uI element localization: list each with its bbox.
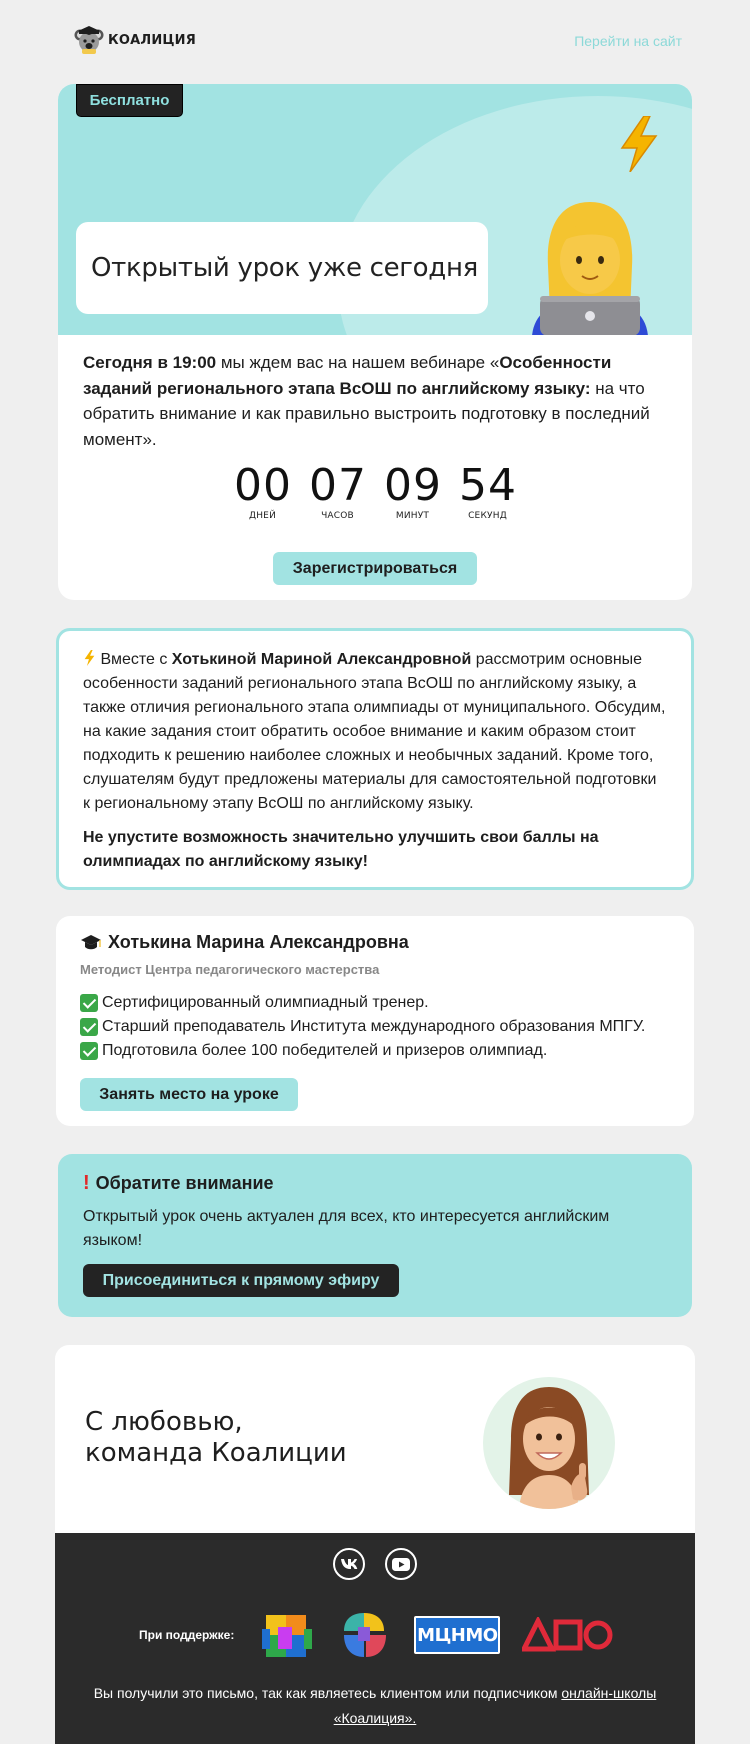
teacher-achievements: [80, 991, 670, 1063]
check-icon: [80, 1042, 98, 1060]
social-links: [55, 1548, 695, 1580]
hero-description: [83, 350, 673, 452]
webinar-info-card: [56, 628, 694, 890]
join-live-button[interactable]: Присоединиться к прямому эфиру: [83, 1264, 399, 1297]
free-badge: Бесплатно: [76, 84, 183, 117]
partners-row: [139, 1609, 614, 1661]
lightning-icon: [618, 116, 660, 172]
school-link[interactable]: онлайн-школы «Коалиция».: [333, 1685, 657, 1726]
attention-text: Открытый урок очень актуален для всех, кто интересуется английским языком!: [83, 1208, 610, 1249]
go-to-site-link[interactable]: Перейти на сайт: [574, 33, 682, 49]
koala-logo-icon: [74, 26, 104, 54]
countdown-label: ЧАСОВ: [321, 511, 354, 521]
partner-cube-logo-icon[interactable]: [260, 1609, 314, 1661]
countdown-value: 00: [234, 460, 292, 511]
teacher-heading: [80, 932, 670, 953]
attention-heading: [83, 1172, 667, 1195]
partner-mcnmo-logo[interactable]: [414, 1616, 500, 1654]
hero-banner: [58, 84, 692, 335]
logo[interactable]: [74, 26, 196, 54]
youtube-icon: [392, 1558, 410, 1571]
footer: [55, 1533, 695, 1744]
signoff-text: [85, 1407, 347, 1469]
exclamation-icon: !: [83, 1172, 90, 1194]
avatar: [483, 1377, 615, 1509]
partner-dpo-logo-icon[interactable]: [522, 1617, 614, 1653]
info-call-to-action: Не упустите возможность значительно улучшить свои баллы на олимпиадах по английскому языку!: [83, 829, 599, 870]
countdown-label: МИНУТ: [395, 511, 430, 521]
countdown-timer: [58, 460, 692, 521]
countdown-label: ДНЕЙ: [248, 511, 277, 521]
info-teacher-name: Хотькиной Мариной Александровной: [171, 651, 472, 668]
signoff-line: С любовью,: [85, 1407, 243, 1437]
webinar-title: Особенности заданий регионального этапа ВсОШ по английскому языку:: [83, 353, 612, 398]
teacher-card: [56, 916, 694, 1126]
hero-time: Сегодня в 19:00: [83, 353, 217, 372]
countdown-label: СЕКУНД: [468, 511, 507, 521]
hero-title-card: [76, 222, 488, 314]
attention-title: Обратите внимание: [95, 1173, 274, 1193]
countdown-hours: [309, 460, 367, 521]
partner-mcnmo-text: МЦНМО: [417, 1624, 498, 1646]
countdown-value: 07: [309, 460, 367, 511]
info-text: рассмотрим основные особенности заданий регионального этапа ВсОШ по английскому языку, а также отличия регионального этапа олимпиады от муниципального. Обсудим, на какие задания стоит обратить особое внимание и каким образом стоит подходить к решению наиболее сложных и необычных заданий. Кроме того, слушателям будут предложены материалы для самостоятельной подготовки к региональному этапу ВсОШ по английскому языку.: [83, 651, 666, 812]
hero-text-part: мы ждем вас на нашем вебинаре «: [216, 353, 500, 372]
list-item: [80, 1039, 670, 1063]
footer-note: [85, 1681, 665, 1731]
countdown-minutes: [384, 460, 442, 521]
woman-with-laptop-icon: [528, 196, 652, 335]
register-button[interactable]: Зарегистрироваться: [273, 552, 477, 585]
memoji-avatar-icon: [483, 1377, 615, 1509]
countdown-value: 54: [459, 460, 517, 511]
attention-card: [58, 1154, 692, 1317]
signoff-line: команда Коалиции: [85, 1438, 347, 1468]
footer-note-text: Вы получили это письмо, так как являетесь клиентом или подписчиком: [93, 1685, 562, 1701]
countdown-days: [234, 460, 292, 521]
teacher-name: Хотькина Марина Александровна: [108, 932, 409, 952]
teacher-role: Методист Центра педагогического мастерства: [80, 962, 380, 977]
graduation-cap-icon: [80, 934, 102, 952]
youtube-link[interactable]: [385, 1548, 417, 1580]
support-label: При поддержке:: [139, 1628, 235, 1642]
list-item-text: Сертифицированный олимпиадный тренер.: [102, 994, 429, 1011]
list-item: [80, 1015, 670, 1039]
countdown-value: 09: [384, 460, 442, 511]
info-text: Вместе с: [96, 651, 172, 668]
list-item-text: Подготовила более 100 победителей и призеров олимпиад.: [102, 1042, 548, 1059]
logo-text: КОАЛИЦИЯ: [108, 32, 196, 48]
countdown-seconds: [459, 460, 517, 521]
check-icon: [80, 994, 98, 1012]
hero-card: [58, 84, 692, 600]
check-icon: [80, 1018, 98, 1036]
partner-petals-logo-icon[interactable]: [336, 1609, 392, 1661]
book-seat-button[interactable]: Занять место на уроке: [80, 1078, 298, 1111]
list-item-text: Старший преподаватель Института международного образования МПГУ.: [102, 1018, 646, 1035]
hero-text-part: на что обратить внимание и как правильно выстроить подготовку в последний момент».: [83, 378, 650, 449]
signoff-card: [55, 1345, 695, 1535]
list-item: [80, 991, 670, 1015]
vk-icon: [340, 1558, 358, 1570]
vk-link[interactable]: [333, 1548, 365, 1580]
hero-title: Открытый урок уже сегодня: [91, 253, 478, 283]
info-paragraph: [83, 648, 667, 816]
lightning-icon: [83, 650, 96, 666]
email-header: [0, 0, 750, 84]
